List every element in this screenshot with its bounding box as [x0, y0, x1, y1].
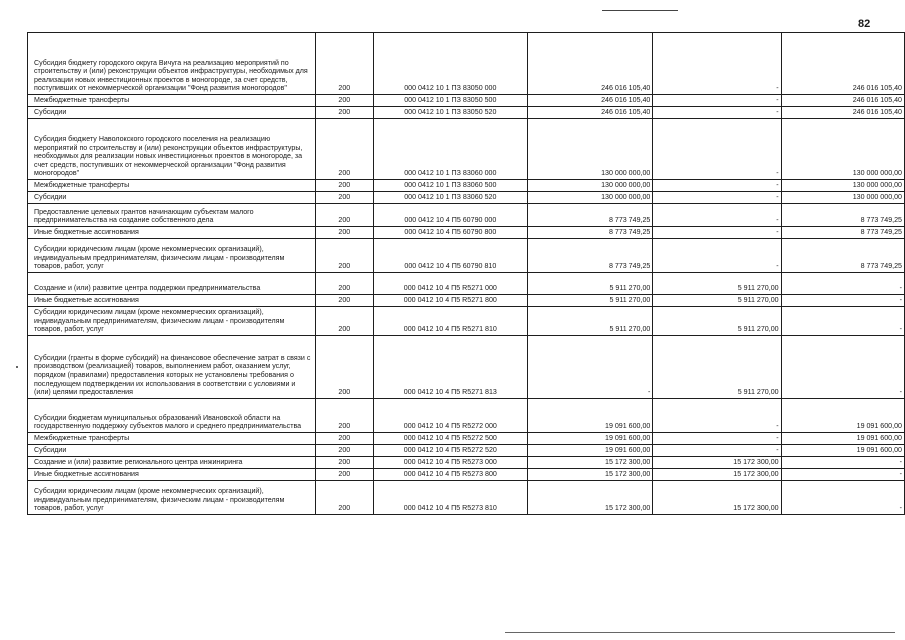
cell-executed: -	[653, 95, 781, 107]
page-number: 82	[858, 18, 871, 30]
cell-kbk: 000 0412 10 1 ПЗ 83050 500	[373, 95, 527, 107]
cell-remainder: -	[781, 468, 904, 480]
cell-plan: 19 091 600,00	[528, 432, 653, 444]
cell-code: 200	[316, 107, 374, 119]
table-row	[28, 227, 905, 239]
cell-kbk: 000 0412 10 1 ПЗ 83060 000	[373, 119, 527, 180]
cell-executed: -	[653, 33, 781, 95]
cell-remainder: 19 091 600,00	[781, 444, 904, 456]
cell-executed: 15 172 300,00	[653, 480, 781, 514]
cell-executed: 15 172 300,00	[653, 456, 781, 468]
table-row	[28, 180, 905, 192]
cell-kbk: 000 0412 10 4 П5 R5273 800	[373, 468, 527, 480]
cell-name: Субсидии юридическим лицам (кроме некоммерческих организаций), индивидуальным предпринимателям, физическим лицам - производителям товаров, работ, услуг	[28, 307, 316, 336]
cell-plan: 19 091 600,00	[528, 398, 653, 432]
cell-name: Субсидии	[28, 444, 316, 456]
cell-name: Межбюджетные трансферты	[28, 95, 316, 107]
cell-plan: 130 000 000,00	[528, 180, 653, 192]
cell-plan: 5 911 270,00	[528, 307, 653, 336]
cell-code: 200	[316, 33, 374, 95]
cell-name: Создание и (или) развитие центра поддержки предпринимательства	[28, 273, 316, 295]
cell-name: Субсидии	[28, 192, 316, 204]
cell-remainder: 130 000 000,00	[781, 119, 904, 180]
cell-remainder: -	[781, 335, 904, 398]
cell-remainder: 246 016 105,40	[781, 95, 904, 107]
cell-executed: 5 911 270,00	[653, 273, 781, 295]
cell-kbk: 000 0412 10 4 П5 R5272 000	[373, 398, 527, 432]
cell-kbk: 000 0412 10 4 П5 R5273 000	[373, 456, 527, 468]
cell-executed: -	[653, 239, 781, 273]
cell-executed: 5 911 270,00	[653, 335, 781, 398]
table-row	[28, 273, 905, 295]
cell-plan: 246 016 105,40	[528, 107, 653, 119]
cell-executed: -	[653, 398, 781, 432]
cell-remainder: 246 016 105,40	[781, 107, 904, 119]
cell-name: Субсидии бюджетам муниципальных образований Ивановской области на государственную поддержку субъектов малого и среднего предпринимательства	[28, 398, 316, 432]
cell-kbk: 000 0412 10 1 ПЗ 83050 520	[373, 107, 527, 119]
cell-name: Предоставление целевых грантов начинающим субъектам малого предпринимательства на создание собственного дела	[28, 204, 316, 227]
cell-plan: 5 911 270,00	[528, 295, 653, 307]
cell-kbk: 000 0412 10 4 П5 R5271 800	[373, 295, 527, 307]
cell-kbk: 000 0412 10 4 П5 R5271 810	[373, 307, 527, 336]
table-row	[28, 335, 905, 398]
table-row	[28, 307, 905, 336]
cell-remainder: 130 000 000,00	[781, 192, 904, 204]
table-row	[28, 119, 905, 180]
cell-plan: 19 091 600,00	[528, 444, 653, 456]
cell-code: 200	[316, 180, 374, 192]
cell-executed: 5 911 270,00	[653, 295, 781, 307]
cell-name: Межбюджетные трансферты	[28, 180, 316, 192]
cell-remainder: -	[781, 307, 904, 336]
bottom-rule	[505, 632, 895, 633]
cell-name: Субсидия бюджету городского округа Вичуга на реализацию мероприятий по строительству и (или) реконструкции объектов инфраструктуры, необходимых для реализации новых инвестиционных проектов в моногороде, за счет средств, поступивших от некоммерческой организации "Фонд развития моногородов"	[28, 33, 316, 95]
cell-kbk: 000 0412 10 1 ПЗ 83060 520	[373, 192, 527, 204]
cell-plan: 15 172 300,00	[528, 480, 653, 514]
cell-kbk: 000 0412 10 4 П5 60790 800	[373, 227, 527, 239]
cell-kbk: 000 0412 10 1 ПЗ 83060 500	[373, 180, 527, 192]
cell-executed: -	[653, 444, 781, 456]
cell-code: 200	[316, 204, 374, 227]
cell-executed: -	[653, 204, 781, 227]
cell-kbk: 000 0412 10 4 П5 R5273 810	[373, 480, 527, 514]
cell-remainder: -	[781, 456, 904, 468]
cell-code: 200	[316, 119, 374, 180]
cell-plan: -	[528, 335, 653, 398]
cell-remainder: -	[781, 295, 904, 307]
cell-executed: 15 172 300,00	[653, 468, 781, 480]
budget-table	[27, 32, 905, 515]
cell-remainder: 19 091 600,00	[781, 432, 904, 444]
cell-code: 200	[316, 95, 374, 107]
cell-code: 200	[316, 456, 374, 468]
cell-executed: -	[653, 180, 781, 192]
cell-plan: 246 016 105,40	[528, 95, 653, 107]
cell-name: Субсидии (гранты в форме субсидий) на финансовое обеспечение затрат в связи с производством (реализацией) товаров, выполнением работ, оказанием услуг, порядком (правилами) предоставления которых не установлены требования о последующем подтверждении их использования в соответствии с условиями и (или) целями предоставления	[28, 335, 316, 398]
cell-plan: 8 773 749,25	[528, 239, 653, 273]
cell-code: 200	[316, 444, 374, 456]
cell-name: Иные бюджетные ассигнования	[28, 468, 316, 480]
cell-plan: 130 000 000,00	[528, 119, 653, 180]
table-row	[28, 204, 905, 227]
margin-mark	[16, 366, 18, 368]
cell-name: Субсидия бюджету Наволокского городского поселения на реализацию мероприятий по строительству и (или) реконструкции объектов инфраструктуры, необходимых для реализации новых инвестиционных проектов в моногороде, за счет средств, поступивших от некоммерческой организации "Фонд развития моногородов"	[28, 119, 316, 180]
cell-remainder: -	[781, 273, 904, 295]
cell-executed: -	[653, 119, 781, 180]
cell-name: Субсидии	[28, 107, 316, 119]
cell-code: 200	[316, 480, 374, 514]
cell-plan: 246 016 105,40	[528, 33, 653, 95]
cell-code: 200	[316, 307, 374, 336]
table-row	[28, 192, 905, 204]
cell-remainder: 8 773 749,25	[781, 227, 904, 239]
table-row	[28, 95, 905, 107]
cell-kbk: 000 0412 10 4 П5 60790 000	[373, 204, 527, 227]
cell-kbk: 000 0412 10 4 П5 R5272 500	[373, 432, 527, 444]
cell-remainder: 130 000 000,00	[781, 180, 904, 192]
cell-executed: -	[653, 432, 781, 444]
cell-name: Межбюджетные трансферты	[28, 432, 316, 444]
cell-executed: -	[653, 227, 781, 239]
cell-name: Иные бюджетные ассигнования	[28, 295, 316, 307]
cell-name: Субсидии юридическим лицам (кроме некоммерческих организаций), индивидуальным предпринимателям, физическим лицам - производителям товаров, работ, услуг	[28, 480, 316, 514]
cell-kbk: 000 0412 10 4 П5 R5271 000	[373, 273, 527, 295]
cell-code: 200	[316, 398, 374, 432]
cell-name: Иные бюджетные ассигнования	[28, 227, 316, 239]
cell-remainder: 19 091 600,00	[781, 398, 904, 432]
cell-executed: -	[653, 192, 781, 204]
cell-kbk: 000 0412 10 4 П5 R5272 520	[373, 444, 527, 456]
cell-executed: 5 911 270,00	[653, 307, 781, 336]
top-rule	[602, 10, 678, 11]
cell-code: 200	[316, 227, 374, 239]
table-row	[28, 456, 905, 468]
table-row	[28, 239, 905, 273]
cell-plan: 130 000 000,00	[528, 192, 653, 204]
table-row	[28, 107, 905, 119]
table-row	[28, 468, 905, 480]
cell-name: Субсидии юридическим лицам (кроме некоммерческих организаций), индивидуальным предпринимателям, физическим лицам - производителям товаров, работ, услуг	[28, 239, 316, 273]
cell-plan: 8 773 749,25	[528, 227, 653, 239]
cell-code: 200	[316, 192, 374, 204]
cell-kbk: 000 0412 10 1 ПЗ 83050 000	[373, 33, 527, 95]
cell-code: 200	[316, 239, 374, 273]
table-row	[28, 480, 905, 514]
table-row	[28, 398, 905, 432]
table-row	[28, 432, 905, 444]
cell-plan: 15 172 300,00	[528, 456, 653, 468]
cell-kbk: 000 0412 10 4 П5 60790 810	[373, 239, 527, 273]
cell-kbk: 000 0412 10 4 П5 R5271 813	[373, 335, 527, 398]
table-row	[28, 444, 905, 456]
cell-plan: 8 773 749,25	[528, 204, 653, 227]
cell-code: 200	[316, 273, 374, 295]
cell-remainder: 246 016 105,40	[781, 33, 904, 95]
cell-plan: 5 911 270,00	[528, 273, 653, 295]
table-body	[28, 33, 905, 515]
cell-code: 200	[316, 468, 374, 480]
table-row	[28, 295, 905, 307]
cell-executed: -	[653, 107, 781, 119]
cell-code: 200	[316, 432, 374, 444]
cell-remainder: 8 773 749,25	[781, 239, 904, 273]
table-row	[28, 33, 905, 95]
cell-remainder: 8 773 749,25	[781, 204, 904, 227]
cell-code: 200	[316, 295, 374, 307]
cell-plan: 15 172 300,00	[528, 468, 653, 480]
cell-name: Создание и (или) развитие регионального центра инжиниринга	[28, 456, 316, 468]
cell-remainder: -	[781, 480, 904, 514]
cell-code: 200	[316, 335, 374, 398]
